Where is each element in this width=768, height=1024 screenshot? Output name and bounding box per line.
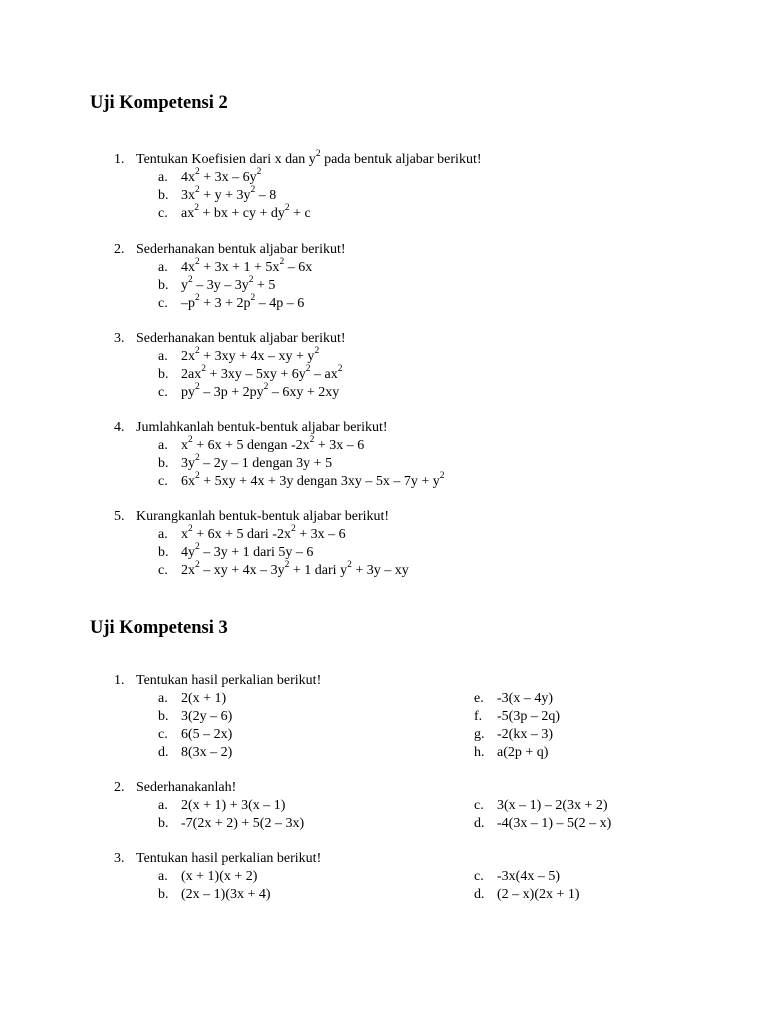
question (0, 419, 768, 491)
option-text: -4(3x – 1) – 5(2 – x) (497, 816, 612, 831)
option-letter: a. (158, 349, 168, 364)
question (0, 779, 768, 833)
option-letter: a. (158, 869, 168, 884)
option-text: $py^2 - 3p + 2py^2 - 6xy + 2xy$ (181, 382, 340, 400)
question (0, 508, 768, 580)
option-letter: b. (158, 188, 169, 203)
section-title: Uji Kompetensi 3 (90, 618, 228, 638)
option-text: -3(x – 4y) (497, 691, 553, 706)
option-letter: b. (158, 816, 169, 831)
question-number: 2. (114, 242, 125, 257)
option-text: $4x^2 + 3x - 6y^2$ (181, 167, 262, 185)
option-letter: a. (158, 260, 168, 275)
question-text: Kurangkanlah bentuk-bentuk aljabar berikut! (136, 509, 390, 524)
option-text: (2x – 1)(3x + 4) (181, 887, 271, 902)
option-text: 2(x + 1) (181, 691, 227, 706)
option-letter: c. (158, 206, 168, 221)
option-text: 3(x – 1) – 2(3x + 2) (497, 798, 608, 813)
option-text: $2ax^2 + 3xy - 5xy + 6y^2 - ax^2$ (181, 364, 343, 382)
question-text: Jumlahkanlah bentuk-bentuk aljabar berikut! (136, 420, 388, 435)
option-text: -5(3p – 2q) (497, 709, 560, 724)
option-text: a(2p + q) (497, 745, 549, 760)
option-letter: c. (158, 727, 168, 742)
question (0, 850, 768, 904)
option-letter: d. (474, 887, 485, 902)
option-letter: h. (474, 745, 485, 760)
question-number: 3. (114, 851, 125, 866)
option-letter: a. (158, 798, 168, 813)
option-text: $4y^2 - 3y + 1$ dari 5y – 6 (181, 542, 314, 560)
option-letter: b. (158, 278, 169, 293)
option-letter: c. (474, 869, 484, 884)
option-letter: d. (474, 816, 485, 831)
option-text: 6(5 – 2x) (181, 727, 233, 742)
question (0, 241, 768, 313)
option-letter: c. (158, 474, 168, 489)
option-text: $x^2 + 6x + 5$ dari $-2x^2 + 3x - 6$ (181, 524, 346, 542)
option-letter: c. (158, 563, 168, 578)
option-text: $3x^2 + y + 3y^2 - 8$ (181, 185, 277, 203)
question (0, 672, 768, 762)
option-text: -2(kx – 3) (497, 727, 553, 742)
option-letter: e. (474, 691, 484, 706)
question-number: 2. (114, 780, 125, 795)
option-letter: b. (158, 456, 169, 471)
option-letter: a. (158, 438, 168, 453)
option-text: (x + 1)(x + 2) (181, 869, 258, 884)
option-text: 3(2y – 6) (181, 709, 233, 724)
option-letter: b. (158, 367, 169, 382)
option-text: -7(2x + 2) + 5(2 – 3x) (181, 816, 305, 831)
question (0, 151, 768, 223)
question-number: 4. (114, 420, 125, 435)
option-letter: g. (474, 727, 485, 742)
option-text: -3x(4x – 5) (497, 869, 560, 884)
question-number: 1. (114, 152, 125, 167)
option-text: $2x^2 + 3xy + 4x$ – xy + $y^2$ (181, 346, 320, 364)
option-letter: f. (474, 709, 483, 724)
option-text: 8(3x – 2) (181, 745, 233, 760)
option-text: (2 – x)(2x + 1) (497, 887, 580, 902)
option-letter: a. (158, 527, 168, 542)
question (0, 330, 768, 402)
option-letter: b. (158, 709, 169, 724)
question-text: Tentukan hasil perkalian berikut! (136, 851, 322, 866)
question-text: Sederhanakan bentuk aljabar berikut! (136, 242, 346, 257)
option-text: $x^2 + 6x + 5$ dengan $-2x^2 + 3x - 6$ (181, 435, 365, 453)
option-text: $4x^2 + 3x + 1 + 5x^2 - 6x$ (181, 257, 313, 275)
option-text: $-p^2 + 3 + 2p^2 - 4p - 6$ (181, 293, 305, 311)
option-text: $ax^2$ + bx + cy + $dy^2 + c$ (181, 203, 311, 221)
option-text: $3y^2 - 2y - 1$ dengan 3y + 5 (181, 453, 333, 471)
question-text: Sederhanakanlah! (136, 780, 237, 795)
option-letter: b. (158, 545, 169, 560)
option-text: $2x^2$ – xy + $4x - 3y^2 + 1$ dari $y^2 + 3y$ – xy (181, 560, 409, 578)
option-letter: a. (158, 170, 168, 185)
question-text: Sederhanakan bentuk aljabar berikut! (136, 331, 346, 346)
option-letter: b. (158, 887, 169, 902)
question-text: Tentukan Koefisien dari x dan $y^2$ pada bentuk aljabar berikut! (136, 149, 482, 167)
section-title: Uji Kompetensi 2 (90, 93, 228, 113)
question-number: 3. (114, 331, 125, 346)
option-text: $6x^2 + 5xy + 4x + 3y$ dengan $3xy - 5x - 7y + y^2$ (181, 471, 445, 489)
option-letter: c. (158, 296, 168, 311)
option-letter: c. (474, 798, 484, 813)
option-text: $y^2 - 3y - 3y^2 + 5$ (181, 275, 276, 293)
question-number: 5. (114, 509, 125, 524)
question-text: Tentukan hasil perkalian berikut! (136, 673, 322, 688)
option-letter: d. (158, 745, 169, 760)
option-letter: a. (158, 691, 168, 706)
option-letter: c. (158, 385, 168, 400)
question-number: 1. (114, 673, 125, 688)
option-text: 2(x + 1) + 3(x – 1) (181, 798, 286, 813)
